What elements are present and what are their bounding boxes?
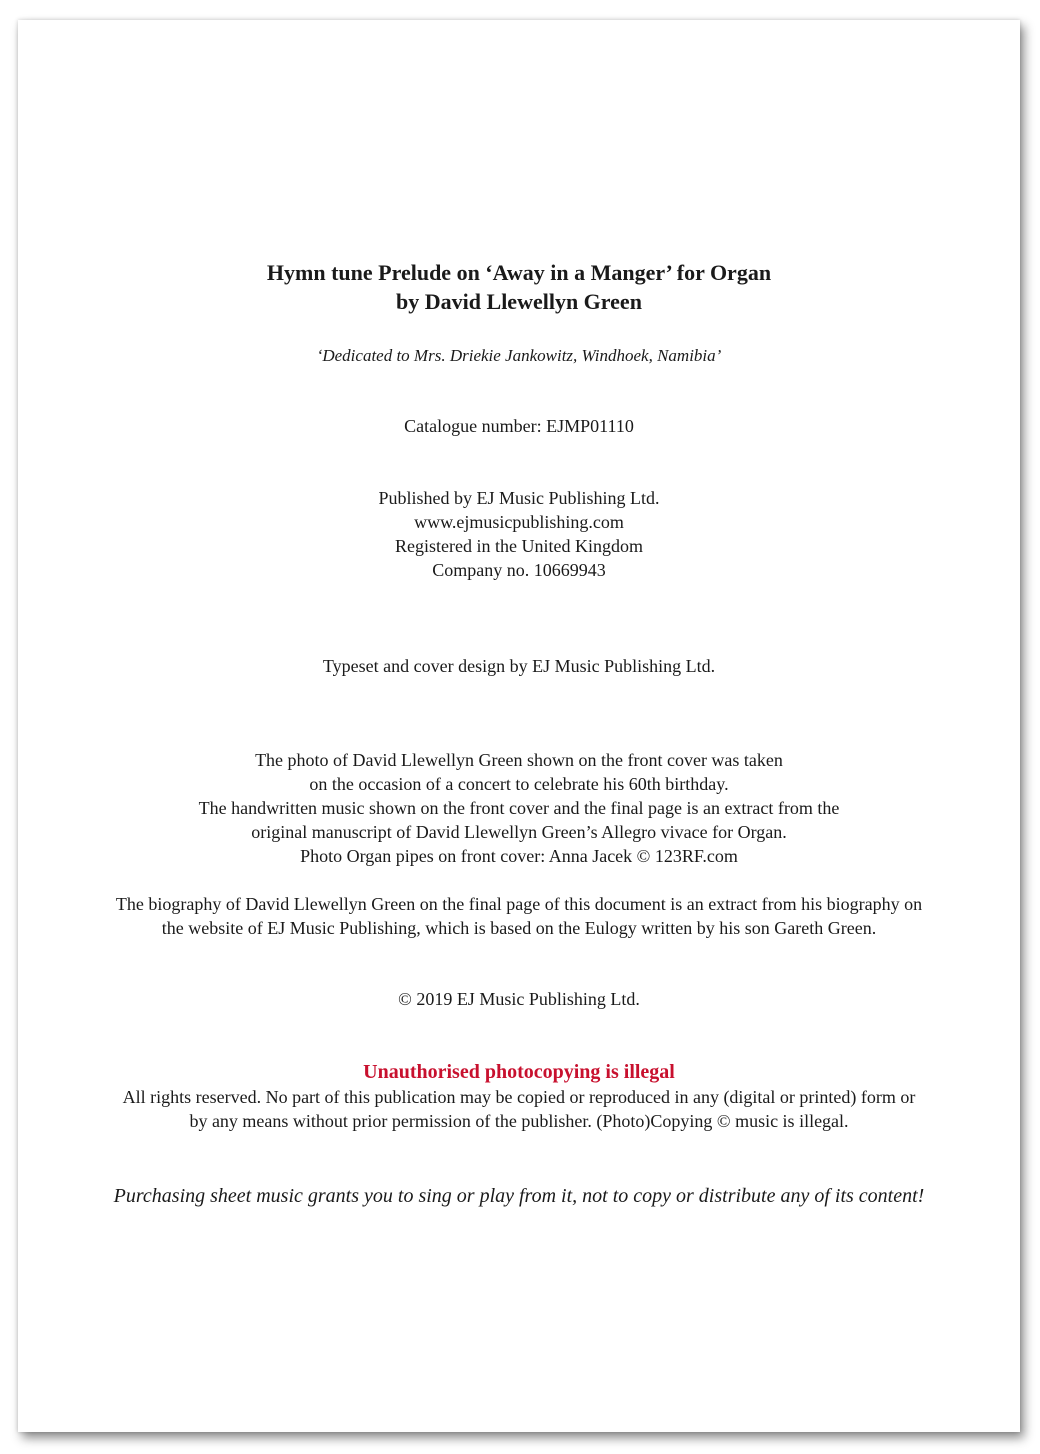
publisher-info [18,486,1020,582]
credits-line-1: The photo of David Llewellyn Green shown on the front cover was taken [255,750,783,770]
dedication-text: ‘Dedicated to Mrs. Driekie Jankowitz, Windhoek, Namibia’ [316,346,722,365]
credits-line-5: Photo Organ pipes on front cover: Anna Jacek © 123RF.com [300,846,738,866]
credits-line-4: original manuscript of David Llewellyn Green’s Allegro vivace for Organ. [251,822,787,842]
publisher-company-number: Company no. 10669943 [432,560,606,580]
title-line-2-composer: by David Llewellyn Green [396,289,642,314]
image-credits [18,748,1020,868]
rights-statement [18,1085,1020,1133]
biography-note [18,892,1020,940]
publisher-registration: Registered in the United Kingdom [395,536,643,556]
purchase-notice [18,1183,1020,1209]
page-title [18,258,1020,316]
publisher-name: Published by EJ Music Publishing Ltd. [378,488,660,508]
typeset-credit-text: Typeset and cover design by EJ Music Publishing Ltd. [322,656,716,676]
copyright-text: © 2019 EJ Music Publishing Ltd. [398,989,640,1009]
document-page [18,20,1020,1432]
photocopy-warning [18,1060,1020,1084]
catalogue-number-text: Catalogue number: EJMP01110 [404,416,634,436]
biography-line-1: The biography of David Llewellyn Green on the final page of this document is an extract from his biography on [115,894,923,914]
purchase-notice-text: Purchasing sheet music grants you to sing or play from it, not to copy or distribute any of its content! [113,1185,925,1207]
copyright-notice [18,987,1020,1011]
typeset-credit [18,654,1020,678]
credits-line-3: The handwritten music shown on the front cover and the final page is an extract from the [198,798,840,818]
rights-line-1: All rights reserved. No part of this publication may be copied or reproduced in any (digital or printed) form or [122,1087,916,1107]
rights-line-2: by any means without prior permission of the publisher. (Photo)Copying © music is illegal. [189,1111,849,1131]
photocopy-warning-text: Unauthorised photocopying is illegal [363,1061,675,1083]
publisher-website: www.ejmusicpublishing.com [414,512,624,532]
dedication [18,344,1020,368]
catalogue-number [18,414,1020,438]
biography-line-2: the website of EJ Music Publishing, which is based on the Eulogy written by his son Gareth Green. [161,918,877,938]
credits-line-2: on the occasion of a concert to celebrate his 60th birthday. [309,774,729,794]
title-line-1: Hymn tune Prelude on ‘Away in a Manger’ for Organ [266,260,772,285]
